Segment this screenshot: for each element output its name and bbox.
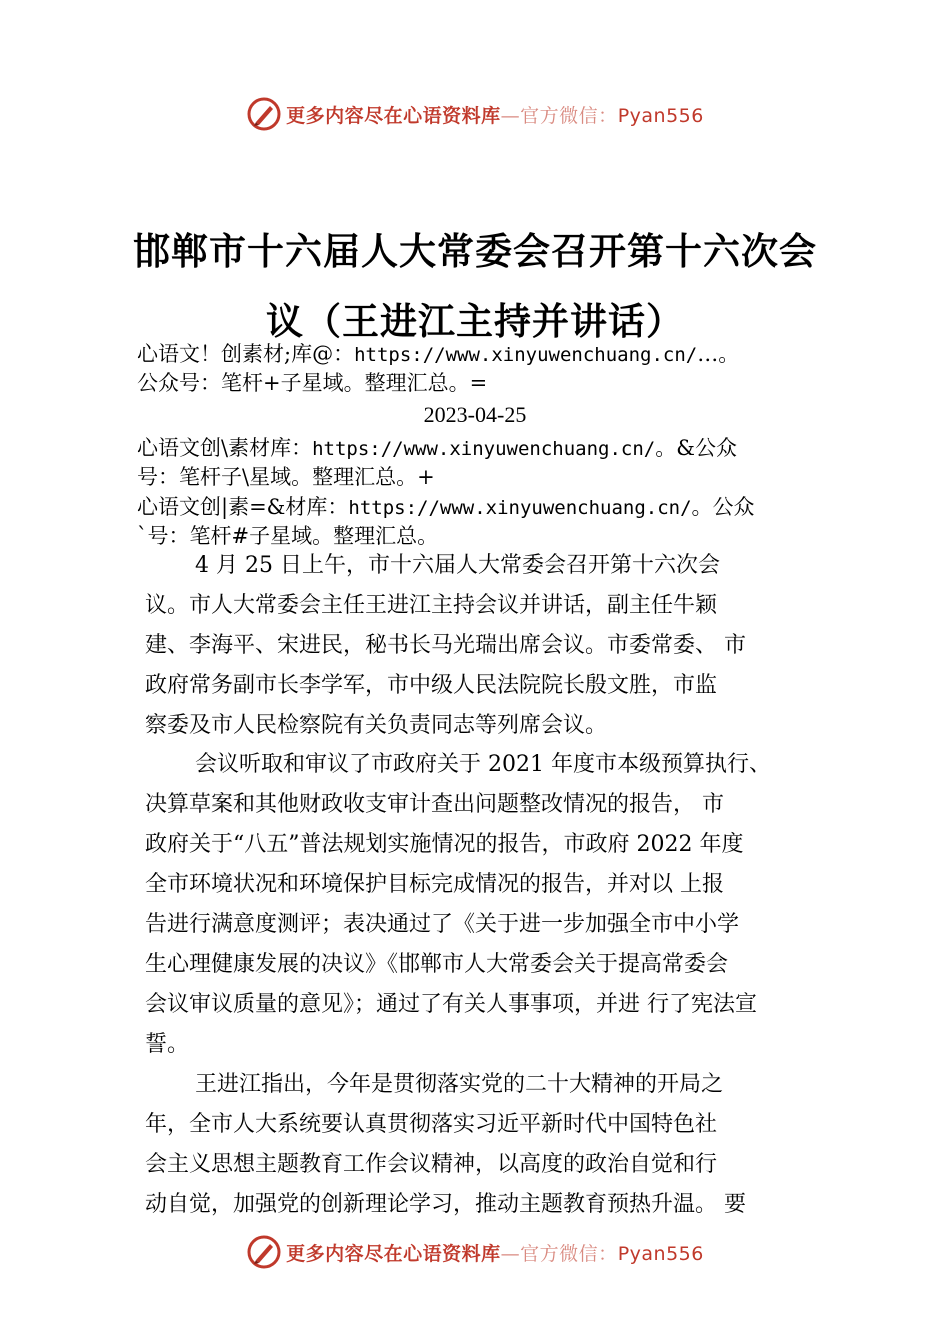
source-line: 公众号：笔杆+子星域。整理汇总。= (137, 371, 488, 395)
source-line: `号：笔杆#子星域。整理汇总。 (137, 524, 439, 548)
watermark-text: 更多内容尽在心语资料库—官方微信：Pyan556 (286, 104, 704, 127)
source-line: 心语文！创素材;库@：https://www.xinyuwenchuang.cn/…。 (137, 342, 740, 366)
watermark-banner-top (0, 94, 950, 134)
page-title-line-1: 邯郸市十六届人大常委会召开第十六次会 (133, 229, 817, 273)
page-title-line-2: 议（王进江主持并讲话） (266, 299, 684, 343)
watermark-banner-bottom (0, 1232, 950, 1272)
watermark-text: 更多内容尽在心语资料库—官方微信：Pyan556 (286, 1242, 704, 1265)
publish-date: 2023-04-25 (423, 402, 527, 427)
article-paragraph-1: 4 月 25 日上午，市十六届人大常委会召开第十六次会 议。市人大常委会主任王进江主持会议并讲话，副主任牛颖 建、李海平、宋进民，秘书长马光瑞出席会议。市委常委、 市 政府常务副市长李学军，市中级人民法院院长殷文胜，市监 察委及市人民检察院有关负责同志等列席会议。 (145, 553, 746, 738)
pen-logo-icon (246, 96, 282, 132)
article-paragraph-3: 王进江指出，今年是贯彻落实党的二十大精神的开局之 年，全市人大系统要认真贯彻落实习近平新时代中国特色社 会主义思想主题教育工作会议精神，以高度的政治自觉和行 动自觉，加强党的创新理论学习，推动主题教育预热升温。 要 (145, 1072, 746, 1217)
source-line: 号：笔杆子\星域。整理汇总。+ (137, 465, 435, 489)
source-line: 心语文创|素=&材库：https://www.xinyuwenchuang.cn/。公众 (137, 495, 755, 519)
pen-logo-icon (246, 1234, 282, 1270)
article-paragraph-2: 会议听取和审议了市政府关于 2021 年度市本级预算执行、 决算草案和其他财政收支审计查出问题整改情况的报告， 市 政府关于“八五”普法规划实施情况的报告，市政府 2022 年度 全市环境状况和环境保护目标完成情况的报告，并对以 上报 告进行满意度测评；表决通过了《关于进一步加强全市中小学 生心理健康发展的决议》《邯郸市人大常委会关于提高常委会 会议审议质量的意见》；通过了有关人事事项，并进 行了宪法宣 誓。 (145, 752, 771, 1057)
source-line: 心语文创\素材库：https://www.xinyuwenchuang.cn/。&公众 (137, 436, 737, 460)
